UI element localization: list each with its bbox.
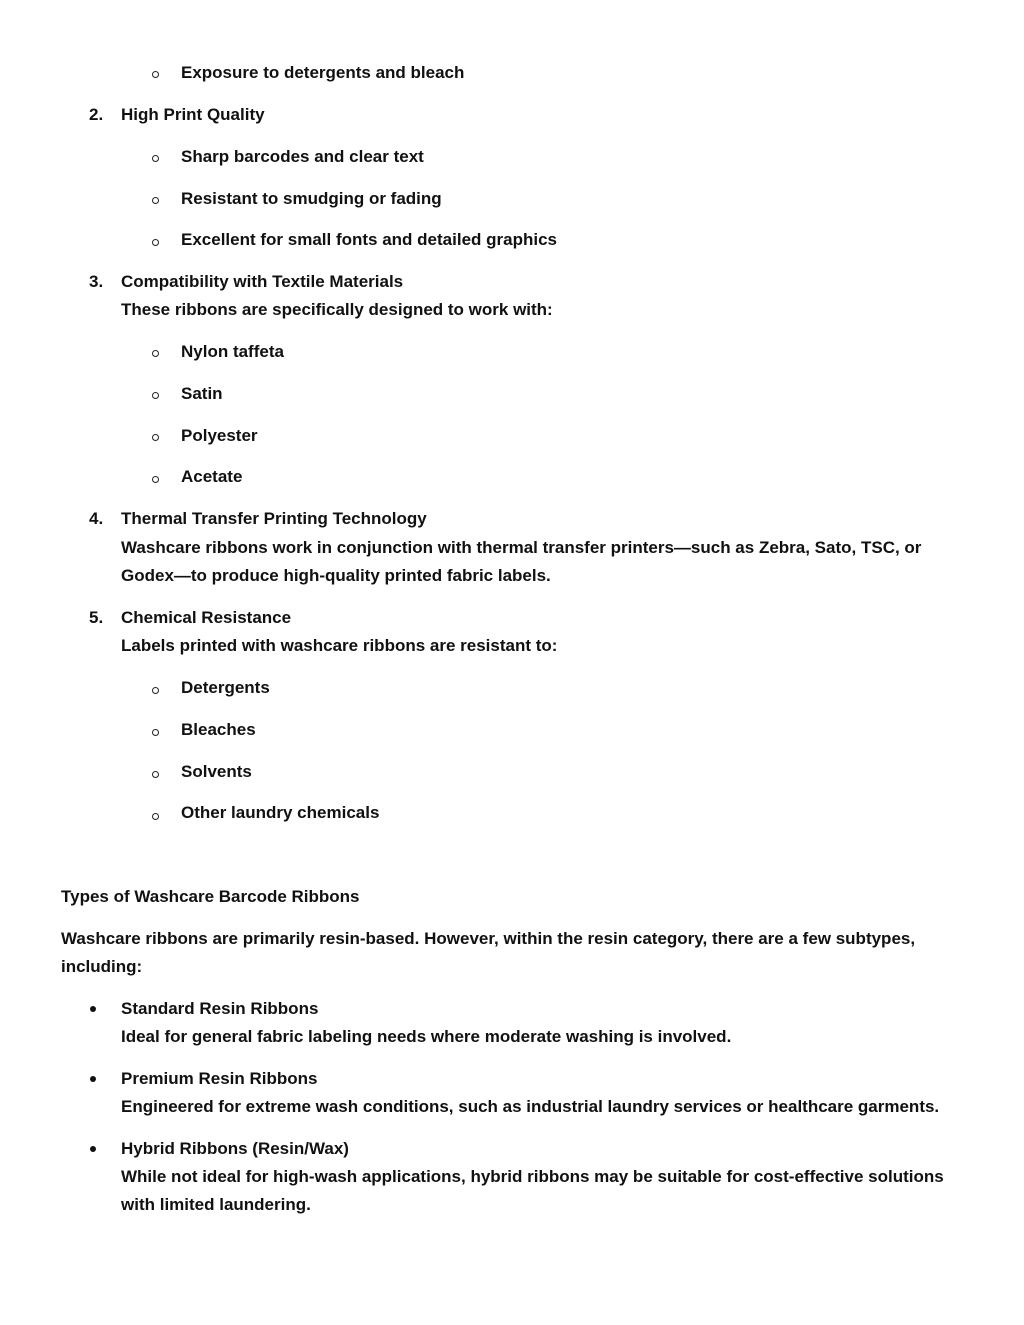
sub-bullet-text: Other laundry chemicals — [181, 803, 380, 822]
list-number: 5. — [89, 608, 104, 627]
list-item-body: Godex—to produce high-quality printed fabric labels. — [121, 566, 551, 585]
section-intro: including: — [61, 957, 143, 976]
sub-bullet-marker — [152, 729, 159, 736]
sub-bullet-marker — [152, 350, 159, 357]
bullet-body: Ideal for general fabric labeling needs where moderate washing is involved. — [121, 1027, 732, 1046]
sub-bullet-text: Nylon taffeta — [181, 342, 284, 361]
sub-bullet-marker — [152, 434, 159, 441]
bullet-marker — [90, 1076, 96, 1082]
bullet-body: with limited laundering. — [121, 1195, 311, 1214]
bullet-body: While not ideal for high-wash applications, hybrid ribbons may be suitable for cost-effective solutions — [121, 1167, 944, 1186]
sub-bullet-text: Excellent for small fonts and detailed graphics — [181, 230, 557, 249]
sub-bullet-marker — [152, 392, 159, 399]
list-number: 4. — [89, 509, 104, 528]
list-item-title: Thermal Transfer Printing Technology — [121, 509, 427, 528]
bullet-marker — [90, 1146, 96, 1152]
sub-bullet-marker — [152, 476, 159, 483]
list-item-body: Washcare ribbons work in conjunction with thermal transfer printers—such as Zebra, Sato, TSC, or — [121, 538, 922, 557]
sub-bullet-marker — [152, 71, 159, 78]
list-item-title: Chemical Resistance — [121, 608, 292, 627]
bullet-title: Premium Resin Ribbons — [121, 1069, 318, 1088]
sub-bullet-marker — [152, 155, 159, 162]
sub-bullet-marker — [152, 239, 159, 246]
sub-bullet-text: Solvents — [181, 762, 252, 781]
section-intro: Washcare ribbons are primarily resin-based. However, within the resin category, there are a few subtypes, — [61, 929, 916, 948]
list-item-body: Labels printed with washcare ribbons are resistant to: — [121, 636, 558, 655]
sub-bullet-marker — [152, 687, 159, 694]
list-number: 3. — [89, 272, 104, 291]
section-heading: Types of Washcare Barcode Ribbons — [61, 887, 360, 906]
sub-bullet-marker — [152, 197, 159, 204]
bullet-title: Standard Resin Ribbons — [121, 999, 319, 1018]
list-item-title: High Print Quality — [121, 105, 265, 124]
list-number: 2. — [89, 105, 104, 124]
bullet-title: Hybrid Ribbons (Resin/Wax) — [121, 1139, 349, 1158]
sub-bullet-text: Exposure to detergents and bleach — [181, 63, 465, 82]
bullet-body: Engineered for extreme wash conditions, such as industrial laundry services or healthcare garments. — [121, 1097, 940, 1116]
list-item-body: These ribbons are specifically designed to work with: — [121, 300, 553, 319]
list-item-title: Compatibility with Textile Materials — [121, 272, 404, 291]
sub-bullet-text: Detergents — [181, 678, 270, 697]
sub-bullet-text: Bleaches — [181, 720, 256, 739]
sub-bullet-marker — [152, 771, 159, 778]
sub-bullet-text: Sharp barcodes and clear text — [181, 147, 424, 166]
sub-bullet-text: Acetate — [181, 467, 243, 486]
sub-bullet-text: Resistant to smudging or fading — [181, 189, 442, 208]
sub-bullet-text: Satin — [181, 384, 223, 403]
sub-bullet-marker — [152, 813, 159, 820]
sub-bullet-text: Polyester — [181, 426, 258, 445]
bullet-marker — [90, 1006, 96, 1012]
